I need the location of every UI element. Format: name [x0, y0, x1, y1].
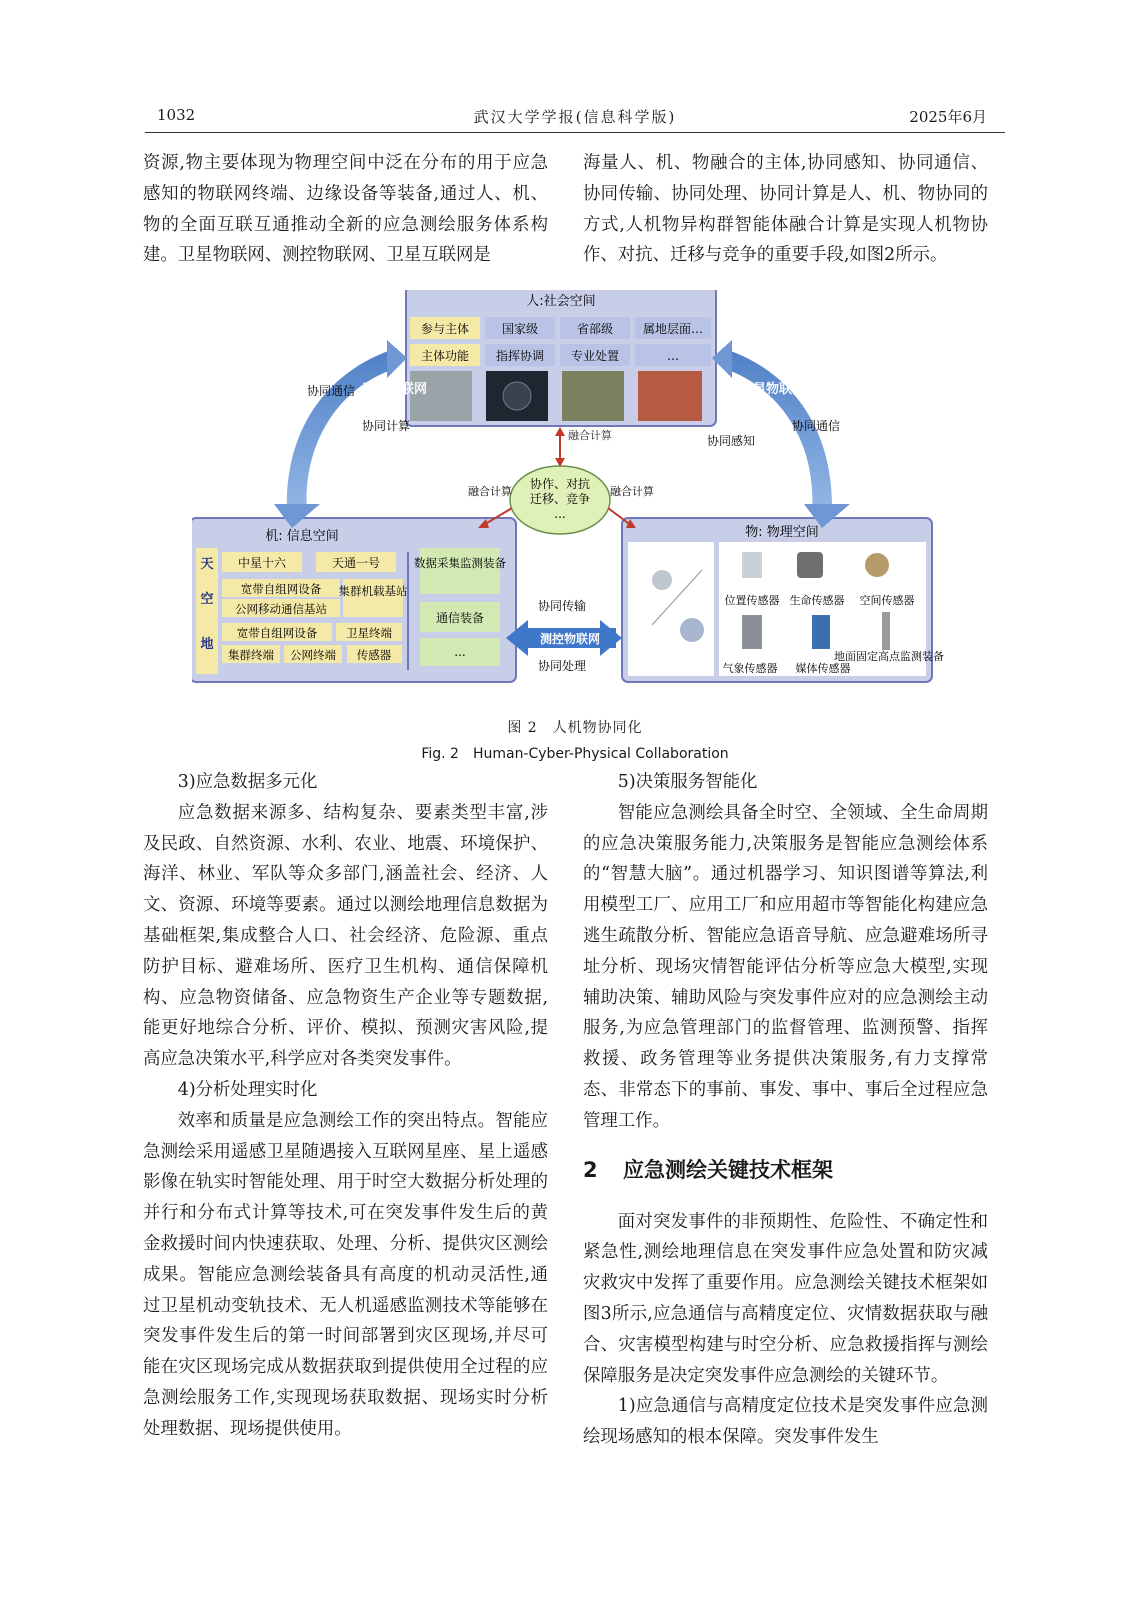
right-outer-label: 协同通信: [792, 419, 841, 433]
sensor-label-2: 生命传感器: [789, 594, 845, 607]
section-title: 应急测绘关键技术框架: [623, 1157, 833, 1182]
cyber-equip-3: ...: [454, 645, 466, 659]
center-line-1: 协作、对抗: [529, 477, 591, 491]
human-r1-c2: 国家级: [501, 322, 539, 336]
bottom-bottom-label: 协同处理: [537, 659, 587, 673]
sensor-label-4: 气象传感器: [722, 662, 778, 675]
satellite-internet-arrow: [274, 340, 427, 528]
header-rule: [145, 132, 1005, 133]
center-line-3: ...: [554, 507, 566, 521]
running-header: [145, 106, 1005, 130]
page-number: 1032: [157, 106, 196, 124]
figure-caption-cn: 图 2 人机物协同化: [507, 720, 643, 736]
position-sensor-icon: [742, 552, 762, 578]
intro-right: [583, 148, 988, 271]
cyber-ground-2: 卫星终端: [346, 626, 392, 640]
cyber-equip-1: 数据采集监测装备: [414, 556, 506, 570]
bottom-top-label: 协同传输: [537, 599, 587, 613]
bottom-arrow-text: 测控物联网: [539, 632, 601, 646]
paragraph-4: 效率和质量是应急测绘工作的突出特点。智能应急测绘采用遥感卫星随遇接入互联网星座、星上遥感影像在轨实时智能处理、用于时空大数据分析处理的并行和分布式计算等技术,可在突发事件发生后的黄金救援时间内快速获取、处理、分析、提供灾区测绘成果。智能应急测绘装备具有高度的机动灵活性,通过卫星机动变轨技术、无人机遥感监测技术等能够在突发事件发生后的第一时间部署到灾区现场,并尽可能在灾区现场完成从数据获取到提供使用全过程的应急测绘服务工作,实现现场获取数据、现场实时分析处理数据、现场提供使用。: [143, 1110, 548, 1439]
sensor-label-3: 空间传感器: [859, 594, 915, 607]
right-arrow-text: 卫星物联网: [740, 382, 806, 397]
cyber-ground-3: 集群终端: [228, 648, 274, 662]
cyber-side-air: 空: [200, 592, 214, 607]
highway-photo: [562, 371, 624, 421]
left-inner-label: 协同计算: [362, 419, 411, 433]
cyber-side-ground: 地: [200, 637, 214, 652]
fusion-right: 融合计算: [610, 485, 654, 498]
sensor-label-5: 媒体传感器: [795, 662, 851, 675]
intro-left-text: 资源,物主要体现为物理空间中泛在分布的用于应急感知的物联网终端、边缘设备等装备,通过人、机、物的全面互联互通推动全新的应急测绘服务体系构建。卫星物联网、测控物联网、卫星互联网是: [143, 153, 548, 266]
center-line-2: 迁移、竞争: [529, 492, 591, 506]
subheading-3: 3)应急数据多元化: [177, 772, 318, 792]
cyber-title: 机: 信息空间: [265, 529, 339, 544]
paragraph-5: 智能应急测绘具备全时空、全领域、全生命周期的应急决策服务能力,决策服务是智能应急测绘体系的“智慧大脑”。通过机器学习、知识图谱等算法,利用模型工厂、应用工厂和应用超市等智能化构建应急逃生疏散分析、智能应急语音导航、应急避难场所寻址分析、现场灾情智能评估分析等应急大模型,实现辅助决策、辅助风险与突发事件应对的应急测绘主动服务,为应急管理部门的监督管理、监测预警、指挥救援、政务管理等业务提供决策服务,有力支撑常态、非常态下的事前、事发、事中、事后全过程应急管理工作。: [583, 802, 988, 1131]
human-r2-c4: …: [667, 349, 679, 363]
cyber-ground-4: 公网终端: [290, 648, 336, 662]
human-r2-c1: 主体功能: [420, 349, 470, 363]
rescue-photo: [638, 371, 702, 421]
cyber-side-sky: 天: [200, 557, 214, 572]
tt-iot-arrow: [506, 598, 622, 673]
fusion-top: 融合计算: [568, 429, 612, 442]
paragraph-3: 应急数据来源多、结构复杂、要素类型丰富,涉及民政、自然资源、水利、农业、地震、环境保护、海洋、林业、军队等众多部门,涵盖社会、经济、人文、资源、环境等要素。通过以测绘地理信息数据为基础框架,集成整合人口、社会经济、危险源、重点防护目标、避难场所、医疗卫生机构、通信保障机构、应急物资储备、应急物资生产企业等专题数据,能更好地综合分析、评价、模拟、预测灾害风险,提高应急决策水平,科学应对各类突发事件。: [143, 802, 548, 1070]
left-arrow-text: 卫星互联网: [362, 382, 428, 397]
fusion-left: 融合计算: [468, 485, 512, 498]
human-space-panel: [406, 290, 716, 426]
section-number: 2: [583, 1157, 598, 1182]
left-column: [143, 767, 548, 1445]
physical-space-panel: [622, 518, 944, 682]
cyber-air-3: 集群机载基站: [338, 584, 408, 598]
life-sensor-icon: [797, 552, 823, 578]
intro-left: [143, 148, 548, 271]
journal-title: 武汉大学学报(信息科学版): [473, 108, 677, 126]
human-title: 人:社会空间: [526, 294, 596, 309]
human-r1-c4: 属地层面…: [642, 322, 704, 336]
monitoring-tower-icon: [882, 612, 890, 650]
figure-2: [192, 290, 962, 702]
issue-date: 2025年6月: [909, 108, 987, 126]
cyber-space-panel: [192, 518, 516, 682]
cyber-sky-2: 天通一号: [331, 556, 381, 570]
space-sensor-icon: [865, 553, 889, 577]
left-outer-label: 协同通信: [307, 384, 356, 398]
right-inner-label: 协同感知: [707, 434, 756, 448]
weather-sensor-icon: [742, 615, 762, 649]
satellite-iot-arrow: [707, 340, 850, 528]
cyber-air-1: 宽带自组网设备: [240, 582, 322, 596]
subheading-4: 4)分析处理实时化: [177, 1079, 318, 1100]
right-column: [583, 767, 988, 1453]
section-paragraph: 面对突发事件的非预期性、危险性、不确定性和紧急性,测绘地理信息在突发事件应急处置和防灾减灾救灾中发挥了重要作用。应急测绘关键技术框架如图3所示,应急通信与高精度定位、灾情数据获取与融合、灾害模型构建与时空分析、应急救援指挥与测绘保障服务是决定突发事件应急测绘的关键环节。: [583, 1211, 988, 1386]
sensor-label-6: 地面固定高点监测装备: [834, 650, 944, 663]
figure-caption-en: Fig. 2 Human-Cyber-Physical Collaboration: [421, 746, 729, 762]
human-r2-c2: 指挥协调: [495, 349, 545, 363]
section-last-paragraph: 1)应急通信与高精度定位技术是突发事件应急测绘现场感知的根本保障。突发事件发生: [583, 1396, 988, 1448]
section-heading: [583, 1155, 988, 1185]
cyber-sky-1: 中星十六: [237, 556, 287, 570]
media-sensor-icon: [812, 615, 830, 649]
human-r2-c3: 专业处置: [570, 349, 620, 363]
subheading-5: 5)决策服务智能化: [617, 772, 758, 792]
intro-right-text: 海量人、机、物融合的主体,协同感知、协同通信、协同传输、协同处理、协同计算是人、机、物协同的方式,人机物异构群智能体融合计算是实现人机物协作、对抗、迁移与竞争的重要手段,如图2所示。: [583, 153, 988, 266]
human-r1-c1: 参与主体: [420, 322, 470, 336]
cyber-ground-1: 宽带自组网设备: [236, 626, 318, 640]
sensor-label-1: 位置传感器: [724, 594, 780, 607]
cyber-equip-2: 通信装备: [435, 611, 485, 625]
physical-title: 物: 物理空间: [745, 525, 819, 540]
satellite-network-picture: [628, 542, 714, 676]
cyber-ground-5: 传感器: [356, 648, 392, 662]
cyber-air-2: 公网移动通信基站: [235, 602, 327, 616]
human-r1-c3: 省部级: [576, 322, 614, 336]
